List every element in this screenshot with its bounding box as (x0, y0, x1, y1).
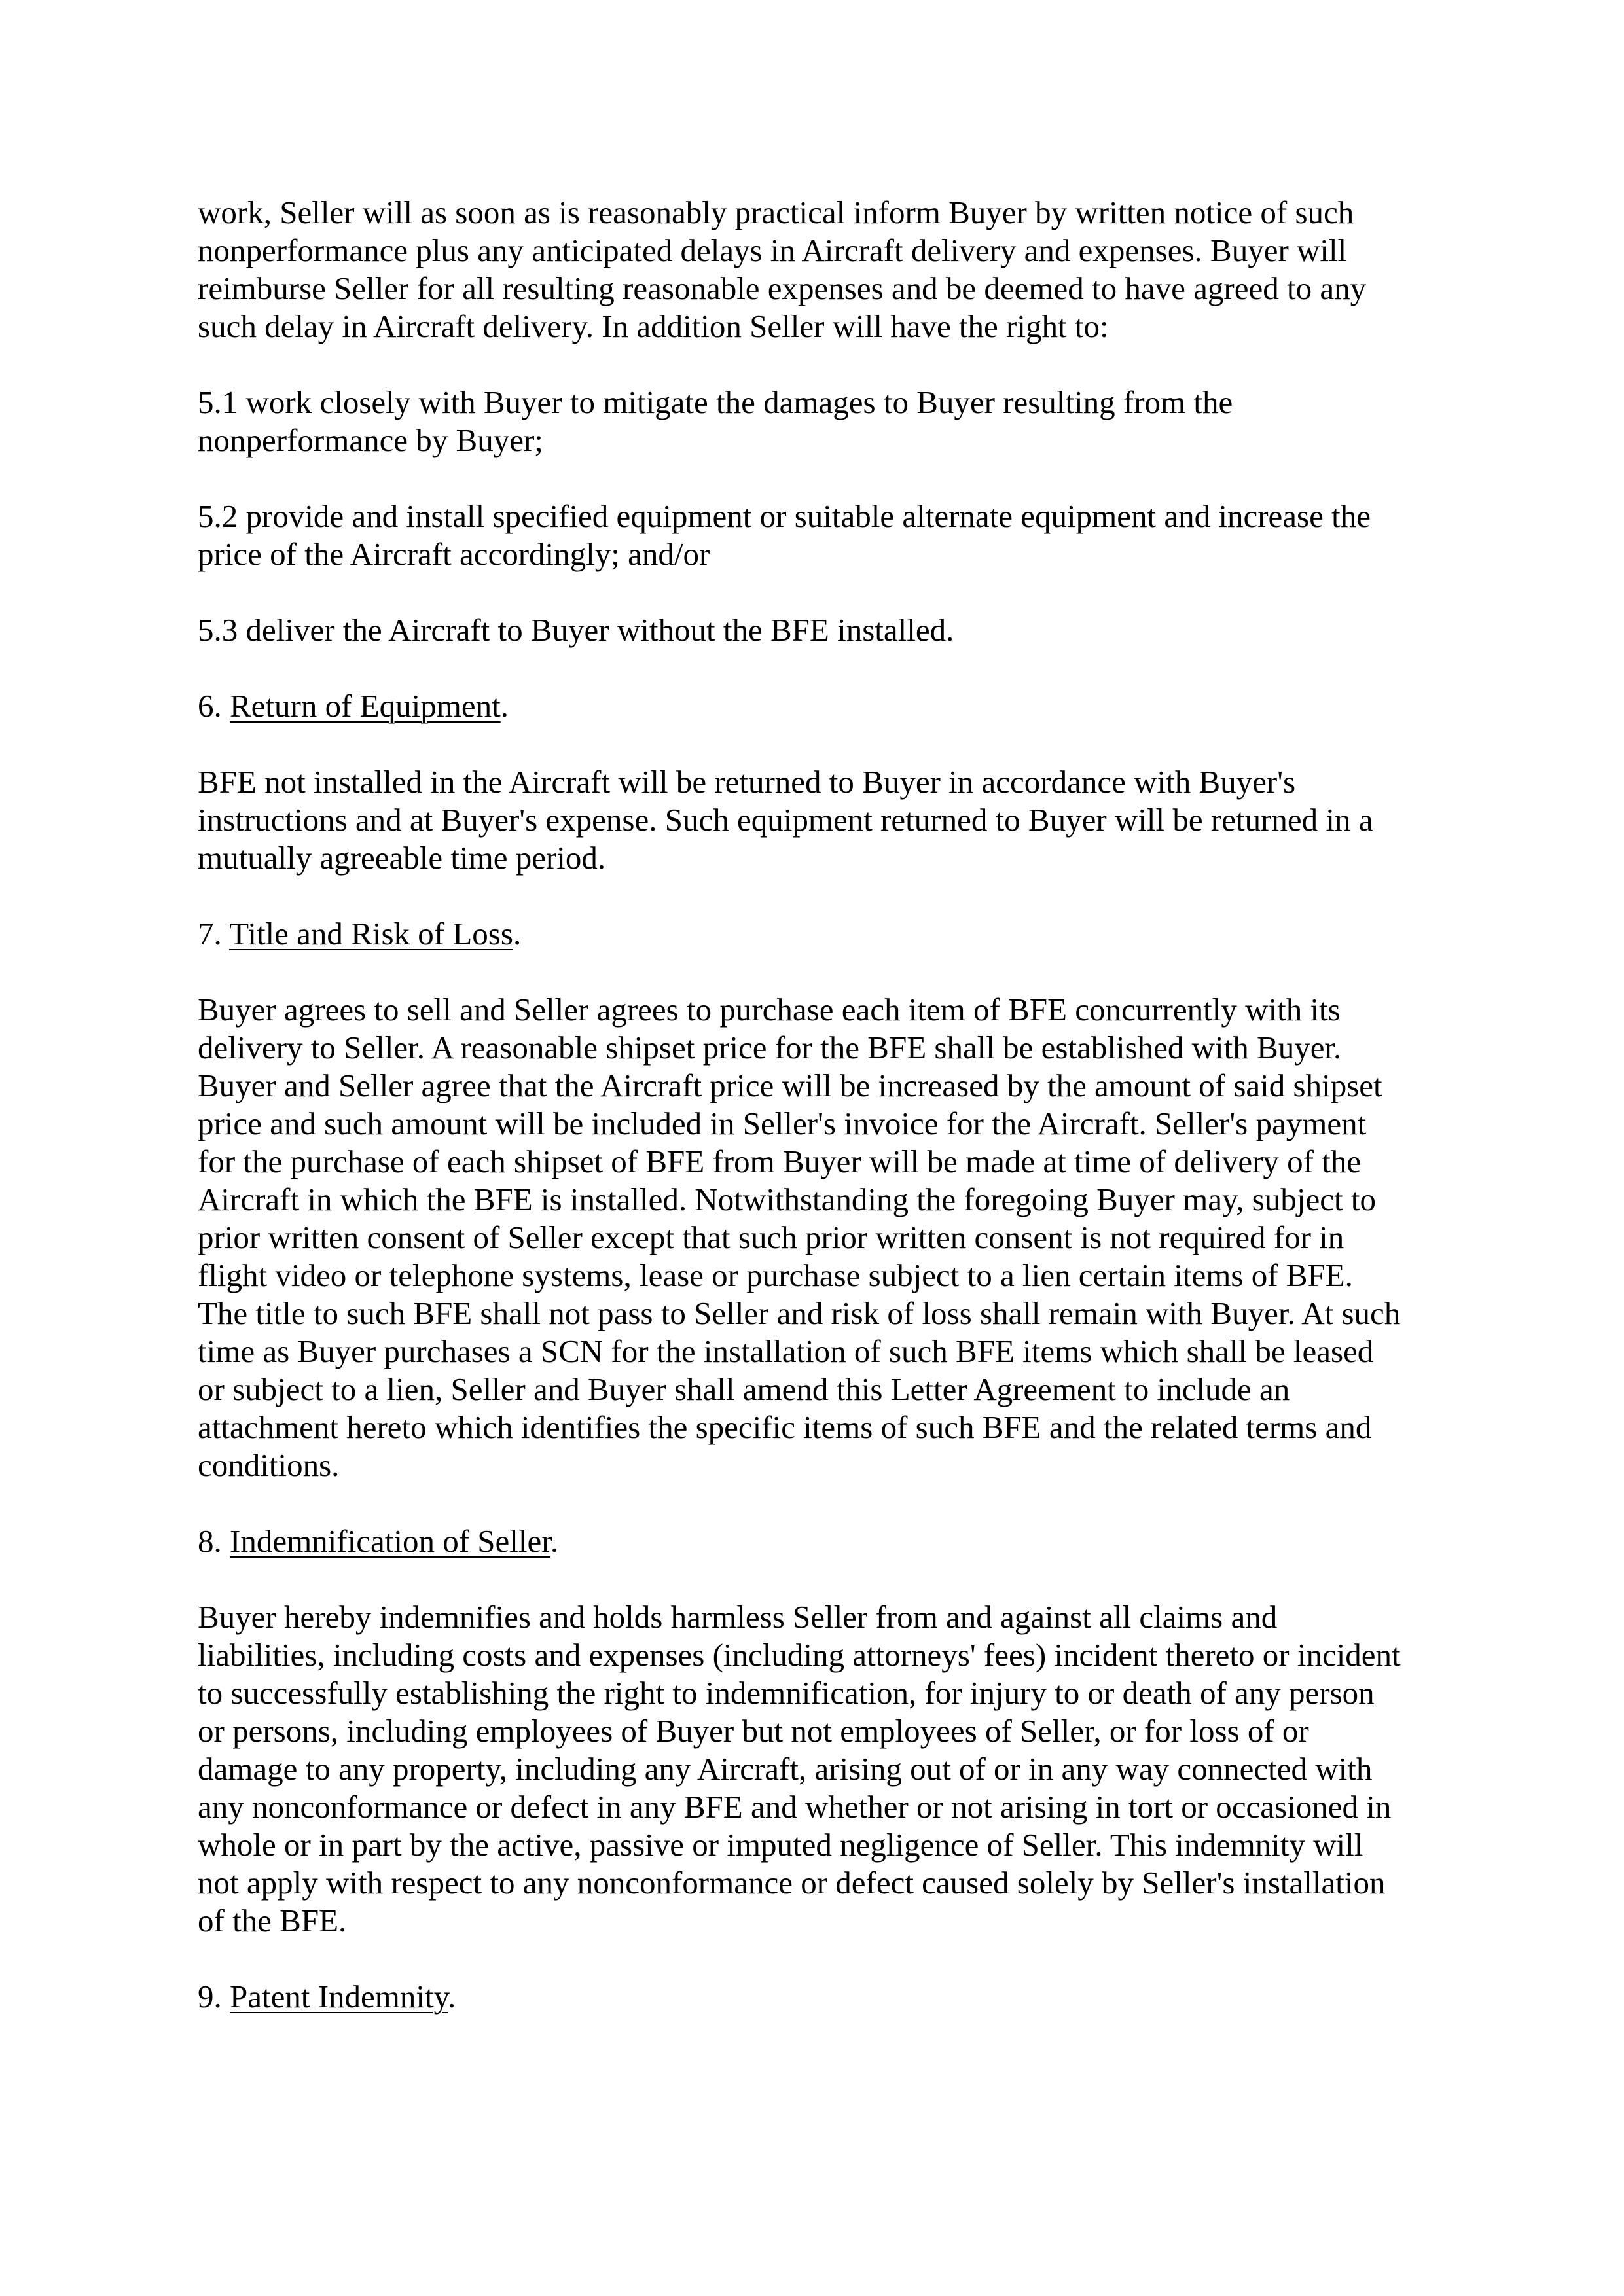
text-line: such delay in Aircraft delivery. In addition Seller will have the right to: (198, 308, 1109, 344)
section-title-period: . (447, 1979, 456, 2015)
text-line: of the BFE. (198, 1903, 347, 1939)
section-6-heading (198, 687, 1441, 725)
section-8-heading (198, 1522, 1441, 1560)
document-body (198, 194, 1441, 2054)
text-line: 5.1 work closely with Buyer to mitigate the damages to Buyer resulting from the (198, 384, 1233, 420)
text-line: for the purchase of each shipset of BFE from Buyer will be made at time of delivery of the (198, 1143, 1362, 1179)
text-line: instructions and at Buyer's expense. Such equipment returned to Buyer will be returned in a (198, 802, 1373, 838)
text-line: prior written consent of Seller except that such prior written consent is not required for in (198, 1219, 1344, 1255)
section-8-body (198, 1598, 1441, 1940)
section-title-period: . (500, 688, 509, 724)
section-title: Return of Equipment (230, 688, 501, 724)
text-line: not apply with respect to any nonconformance or defect caused solely by Seller's installation (198, 1865, 1386, 1901)
section-number: 8. (198, 1523, 230, 1559)
text-line: or subject to a lien, Seller and Buyer shall amend this Letter Agreement to include an (198, 1371, 1290, 1407)
text-line: Buyer and Seller agree that the Aircraft price will be increased by the amount of said shipset (198, 1067, 1382, 1103)
text-line: nonperformance by Buyer; (198, 422, 543, 458)
text-line: nonperformance plus any anticipated delays in Aircraft delivery and expenses. Buyer will (198, 232, 1347, 268)
section-title-period: . (550, 1523, 559, 1559)
text-line: liabilities, including costs and expenses (including attorneys' fees) incident thereto or incident (198, 1637, 1401, 1673)
text-line: conditions. (198, 1447, 340, 1483)
text-line: Buyer hereby indemnifies and holds harmless Seller from and against all claims and (198, 1599, 1278, 1635)
text-line: or persons, including employees of Buyer but not employees of Seller, or for loss of or (198, 1713, 1309, 1749)
section-6-body (198, 763, 1441, 877)
section-number: 7. (198, 916, 230, 952)
text-line: damage to any property, including any Aircraft, arising out of or in any way connected with (198, 1751, 1373, 1787)
text-line: work, Seller will as soon as is reasonably practical inform Buyer by written notice of such (198, 194, 1354, 230)
text-line: any nonconformance or defect in any BFE and whether or not arising in tort or occasioned in (198, 1789, 1392, 1825)
section-title: Patent Indemnity (230, 1979, 448, 2015)
text-line: 5.3 deliver the Aircraft to Buyer without the BFE installed. (198, 612, 954, 648)
text-line: reimburse Seller for all resulting reasonable expenses and be deemed to have agreed to any (198, 270, 1367, 306)
text-line: price of the Aircraft accordingly; and/or (198, 536, 710, 572)
section-number: 9. (198, 1979, 230, 2015)
item-5-2 (198, 497, 1441, 573)
text-line: price and such amount will be included in Seller's invoice for the Aircraft. Seller's payment (198, 1105, 1367, 1141)
section-title-period: . (513, 916, 522, 952)
text-line: to successfully establishing the right to indemnification, for injury to or death of any person (198, 1675, 1375, 1711)
text-line: BFE not installed in the Aircraft will be returned to Buyer in accordance with Buyer's (198, 764, 1296, 800)
text-line: Aircraft in which the BFE is installed. Notwithstanding the foregoing Buyer may, subject to (198, 1181, 1376, 1217)
section-7-heading (198, 915, 1441, 953)
text-line: time as Buyer purchases a SCN for the installation of such BFE items which shall be leased (198, 1333, 1374, 1369)
text-line: flight video or telephone systems, lease or purchase subject to a lien certain items of BFE. (198, 1257, 1353, 1293)
text-line: 5.2 provide and install specified equipment or suitable alternate equipment and increase the (198, 498, 1371, 534)
intro-paragraph (198, 194, 1441, 346)
item-5-3 (198, 611, 1441, 649)
section-title: Title and Risk of Loss (229, 916, 513, 952)
text-line: attachment hereto which identifies the specific items of such BFE and the related terms and (198, 1409, 1372, 1445)
text-line: delivery to Seller. A reasonable shipset price for the BFE shall be established with Buyer. (198, 1030, 1342, 1066)
section-9-heading (198, 1978, 1441, 2016)
section-number: 6. (198, 688, 230, 724)
section-title: Indemnification of Seller (230, 1523, 550, 1559)
text-line: Buyer agrees to sell and Seller agrees to purchase each item of BFE concurrently with its (198, 992, 1341, 1028)
text-line: The title to such BFE shall not pass to Seller and risk of loss shall remain with Buyer. At such (198, 1295, 1401, 1331)
section-7-body (198, 991, 1441, 1484)
text-line: whole or in part by the active, passive or imputed negligence of Seller. This indemnity will (198, 1827, 1363, 1863)
text-line: mutually agreeable time period. (198, 840, 606, 876)
item-5-1 (198, 384, 1441, 459)
